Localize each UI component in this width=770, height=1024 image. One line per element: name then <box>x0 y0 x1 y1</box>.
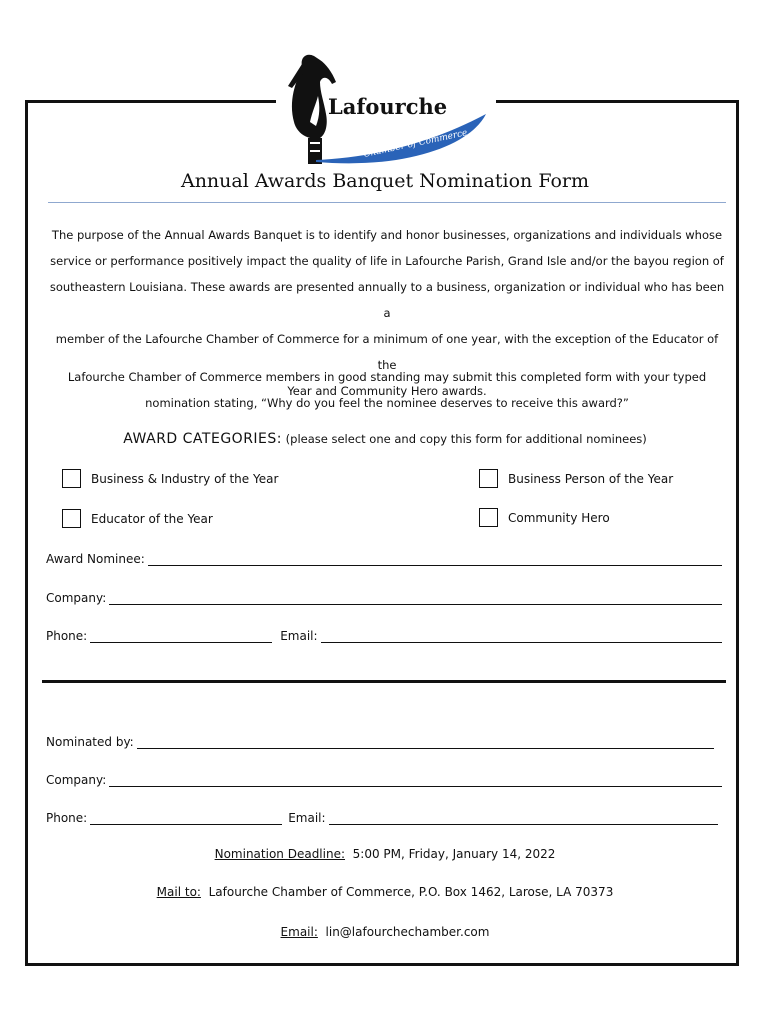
award-categories-heading <box>0 431 770 447</box>
checkbox-label: Business & Industry of the Year <box>91 471 279 486</box>
submission-line: Lafourche Chamber of Commerce members in good standing may submit this completed form with your typed <box>67 370 707 384</box>
checkbox-label: Community Hero <box>508 510 610 525</box>
field-label: Company: <box>46 773 107 787</box>
checkbox-square[interactable] <box>479 469 498 488</box>
intro-line: member of the Lafourche Chamber of Commerce for a minimum of one year, with the exception of the Educator of the <box>55 332 719 372</box>
categories-title: AWARD CATEGORIES: <box>123 431 282 447</box>
deadline-value: 5:00 PM, Friday, January 14, 2022 <box>352 847 556 861</box>
nominator-name-field[interactable] <box>46 731 722 749</box>
nominee-company-field[interactable] <box>46 587 722 605</box>
deadline-line <box>0 847 770 861</box>
mail-line <box>0 885 770 899</box>
nominee-company-input[interactable] <box>109 592 722 605</box>
checkbox-community-hero[interactable] <box>479 508 610 527</box>
field-label: Phone: <box>46 629 88 643</box>
checkbox-educator[interactable] <box>62 509 213 528</box>
nominee-email-input[interactable] <box>321 630 722 643</box>
nominee-name-input[interactable] <box>148 553 722 566</box>
field-label: Phone: <box>46 811 88 825</box>
field-label: Email: <box>280 629 318 643</box>
pelican-logo-icon <box>276 42 496 168</box>
nominator-name-input[interactable] <box>137 736 714 749</box>
submission-line: nomination stating, “Why do you feel the nominee deserves to receive this award?” <box>145 396 629 410</box>
email-line <box>0 925 770 939</box>
field-label: Company: <box>46 591 107 605</box>
nominator-company-field[interactable] <box>46 769 722 787</box>
nominee-contact-row <box>46 625 722 643</box>
logo-subtitle: Chamber of Commerce <box>362 128 469 160</box>
section-divider <box>42 680 726 683</box>
nominator-phone-input[interactable] <box>90 812 282 825</box>
chamber-logo <box>276 42 496 168</box>
checkbox-business-industry[interactable] <box>62 469 278 488</box>
intro-line: The purpose of the Annual Awards Banquet is to identify and honor businesses, organizations and individuals whose <box>51 228 723 242</box>
checkbox-square[interactable] <box>479 508 498 527</box>
nominator-company-input[interactable] <box>109 774 722 787</box>
logo-name: Lafourche <box>328 94 448 119</box>
nominee-phone-input[interactable] <box>90 630 272 643</box>
title-underline <box>48 202 726 203</box>
email-label: Email: <box>280 925 318 939</box>
nominator-contact-row <box>46 807 722 825</box>
nominee-name-field[interactable] <box>46 548 722 566</box>
field-label: Email: <box>288 811 326 825</box>
submission-paragraph <box>48 364 726 416</box>
checkbox-square[interactable] <box>62 509 81 528</box>
intro-line: service or performance positively impact the quality of life in Lafourche Parish, Grand Isle and/or the bayou region of <box>50 254 724 268</box>
email-link[interactable]: lin@lafourchechamber.com <box>325 925 490 939</box>
checkbox-label: Business Person of the Year <box>508 471 674 486</box>
checkbox-label: Educator of the Year <box>91 511 213 526</box>
mail-label: Mail to: <box>156 885 201 899</box>
checkbox-square[interactable] <box>62 469 81 488</box>
page-title: Annual Awards Banquet Nomination Form <box>180 170 590 192</box>
intro-line: Year and Community Hero awards. <box>287 384 487 398</box>
intro-line: southeastern Louisiana. These awards are presented annually to a business, organization or individual who has been a <box>49 280 725 320</box>
nominator-email-input[interactable] <box>329 812 718 825</box>
field-label: Nominated by: <box>46 735 134 749</box>
categories-note: (please select one and copy this form for additional nominees) <box>285 432 647 446</box>
field-label: Award Nominee: <box>46 552 145 566</box>
checkbox-business-person[interactable] <box>479 469 673 488</box>
deadline-label: Nomination Deadline: <box>214 847 346 861</box>
mail-value: Lafourche Chamber of Commerce, P.O. Box 1462, Larose, LA 70373 <box>208 885 614 899</box>
